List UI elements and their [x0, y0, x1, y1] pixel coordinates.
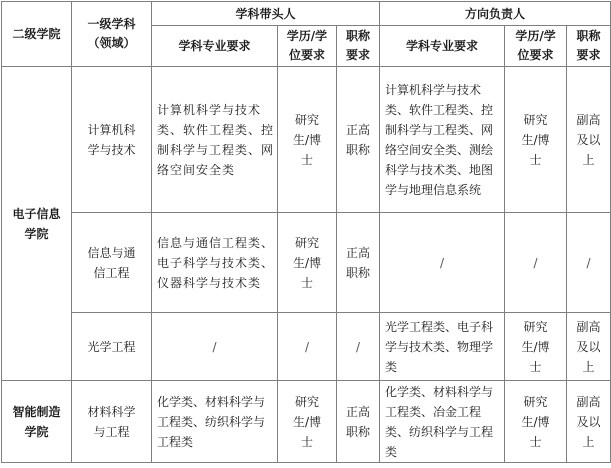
header-leader-major: 学科专业要求	[152, 26, 278, 67]
discipline-cell: 光学工程	[72, 313, 152, 381]
leader-degree-cell: 研究生/博士	[278, 67, 337, 213]
director-title-cell: 副高及以上	[567, 313, 611, 381]
director-degree-cell: 研究生/博士	[505, 313, 567, 381]
discipline-cell: 计算机科学与技术	[72, 67, 152, 213]
college-cell: 电子信息学院	[2, 67, 72, 381]
header-discipline: 一级学科（领域）	[72, 2, 152, 67]
leader-major-cell: 化学类、材料科学与工程类、纺织科学与工程类	[152, 381, 278, 463]
director-title-cell: 副高及以上	[567, 67, 611, 213]
header-director-title: 职称要求	[567, 26, 611, 67]
director-degree-cell: 研究生/博士	[505, 381, 567, 463]
college-cell: 智能制造学院	[2, 381, 72, 463]
header-row-1	[2, 2, 611, 26]
leader-degree-cell: 研究生/博士	[278, 213, 337, 313]
table-row	[2, 381, 611, 463]
header-director-group: 方向负责人	[380, 2, 611, 26]
director-major-cell: 光学工程类、电子科学与技术类、物理学类	[380, 313, 505, 381]
table-row	[2, 67, 611, 213]
leader-major-cell: 计算机科学与技术类、软件工程类、控制科学与工程类、网络空间安全类	[152, 67, 278, 213]
discipline-cell: 材料科学与工程	[72, 381, 152, 463]
director-major-cell: /	[380, 213, 505, 313]
director-major-cell: 化学类、材料科学与工程类、冶金工程类、纺织科学与工程类	[380, 381, 505, 463]
recruitment-requirements-table	[1, 1, 611, 463]
header-leader-degree: 学历/学位要求	[278, 26, 337, 67]
leader-title-cell: /	[337, 313, 380, 381]
director-degree-cell: 研究生/博士	[505, 67, 567, 213]
director-degree-cell: /	[505, 213, 567, 313]
leader-title-cell: 正高职称	[337, 381, 380, 463]
director-title-cell: /	[567, 213, 611, 313]
director-major-cell: 计算机科学与技术类、软件工程类、控制科学与工程类、网络空间安全类、测绘科学与技术类、地图学与地理信息系统	[380, 67, 505, 213]
leader-title-cell: 正高职称	[337, 213, 380, 313]
discipline-cell: 信息与通信工程	[72, 213, 152, 313]
table-row	[2, 213, 611, 313]
leader-degree-cell: 研究生/博士	[278, 381, 337, 463]
header-leader-title: 职称要求	[337, 26, 380, 67]
header-director-degree: 学历/学位要求	[505, 26, 567, 67]
leader-major-cell: /	[152, 313, 278, 381]
header-college: 二级学院	[2, 2, 72, 67]
director-title-cell: 副高及以上	[567, 381, 611, 463]
header-director-major: 学科专业要求	[380, 26, 505, 67]
header-leader-group: 学科带头人	[152, 2, 380, 26]
leader-major-cell: 信息与通信工程类、电子科学与技术类、仪器科学与技术类	[152, 213, 278, 313]
table-row	[2, 313, 611, 381]
leader-degree-cell: /	[278, 313, 337, 381]
leader-title-cell: 正高职称	[337, 67, 380, 213]
